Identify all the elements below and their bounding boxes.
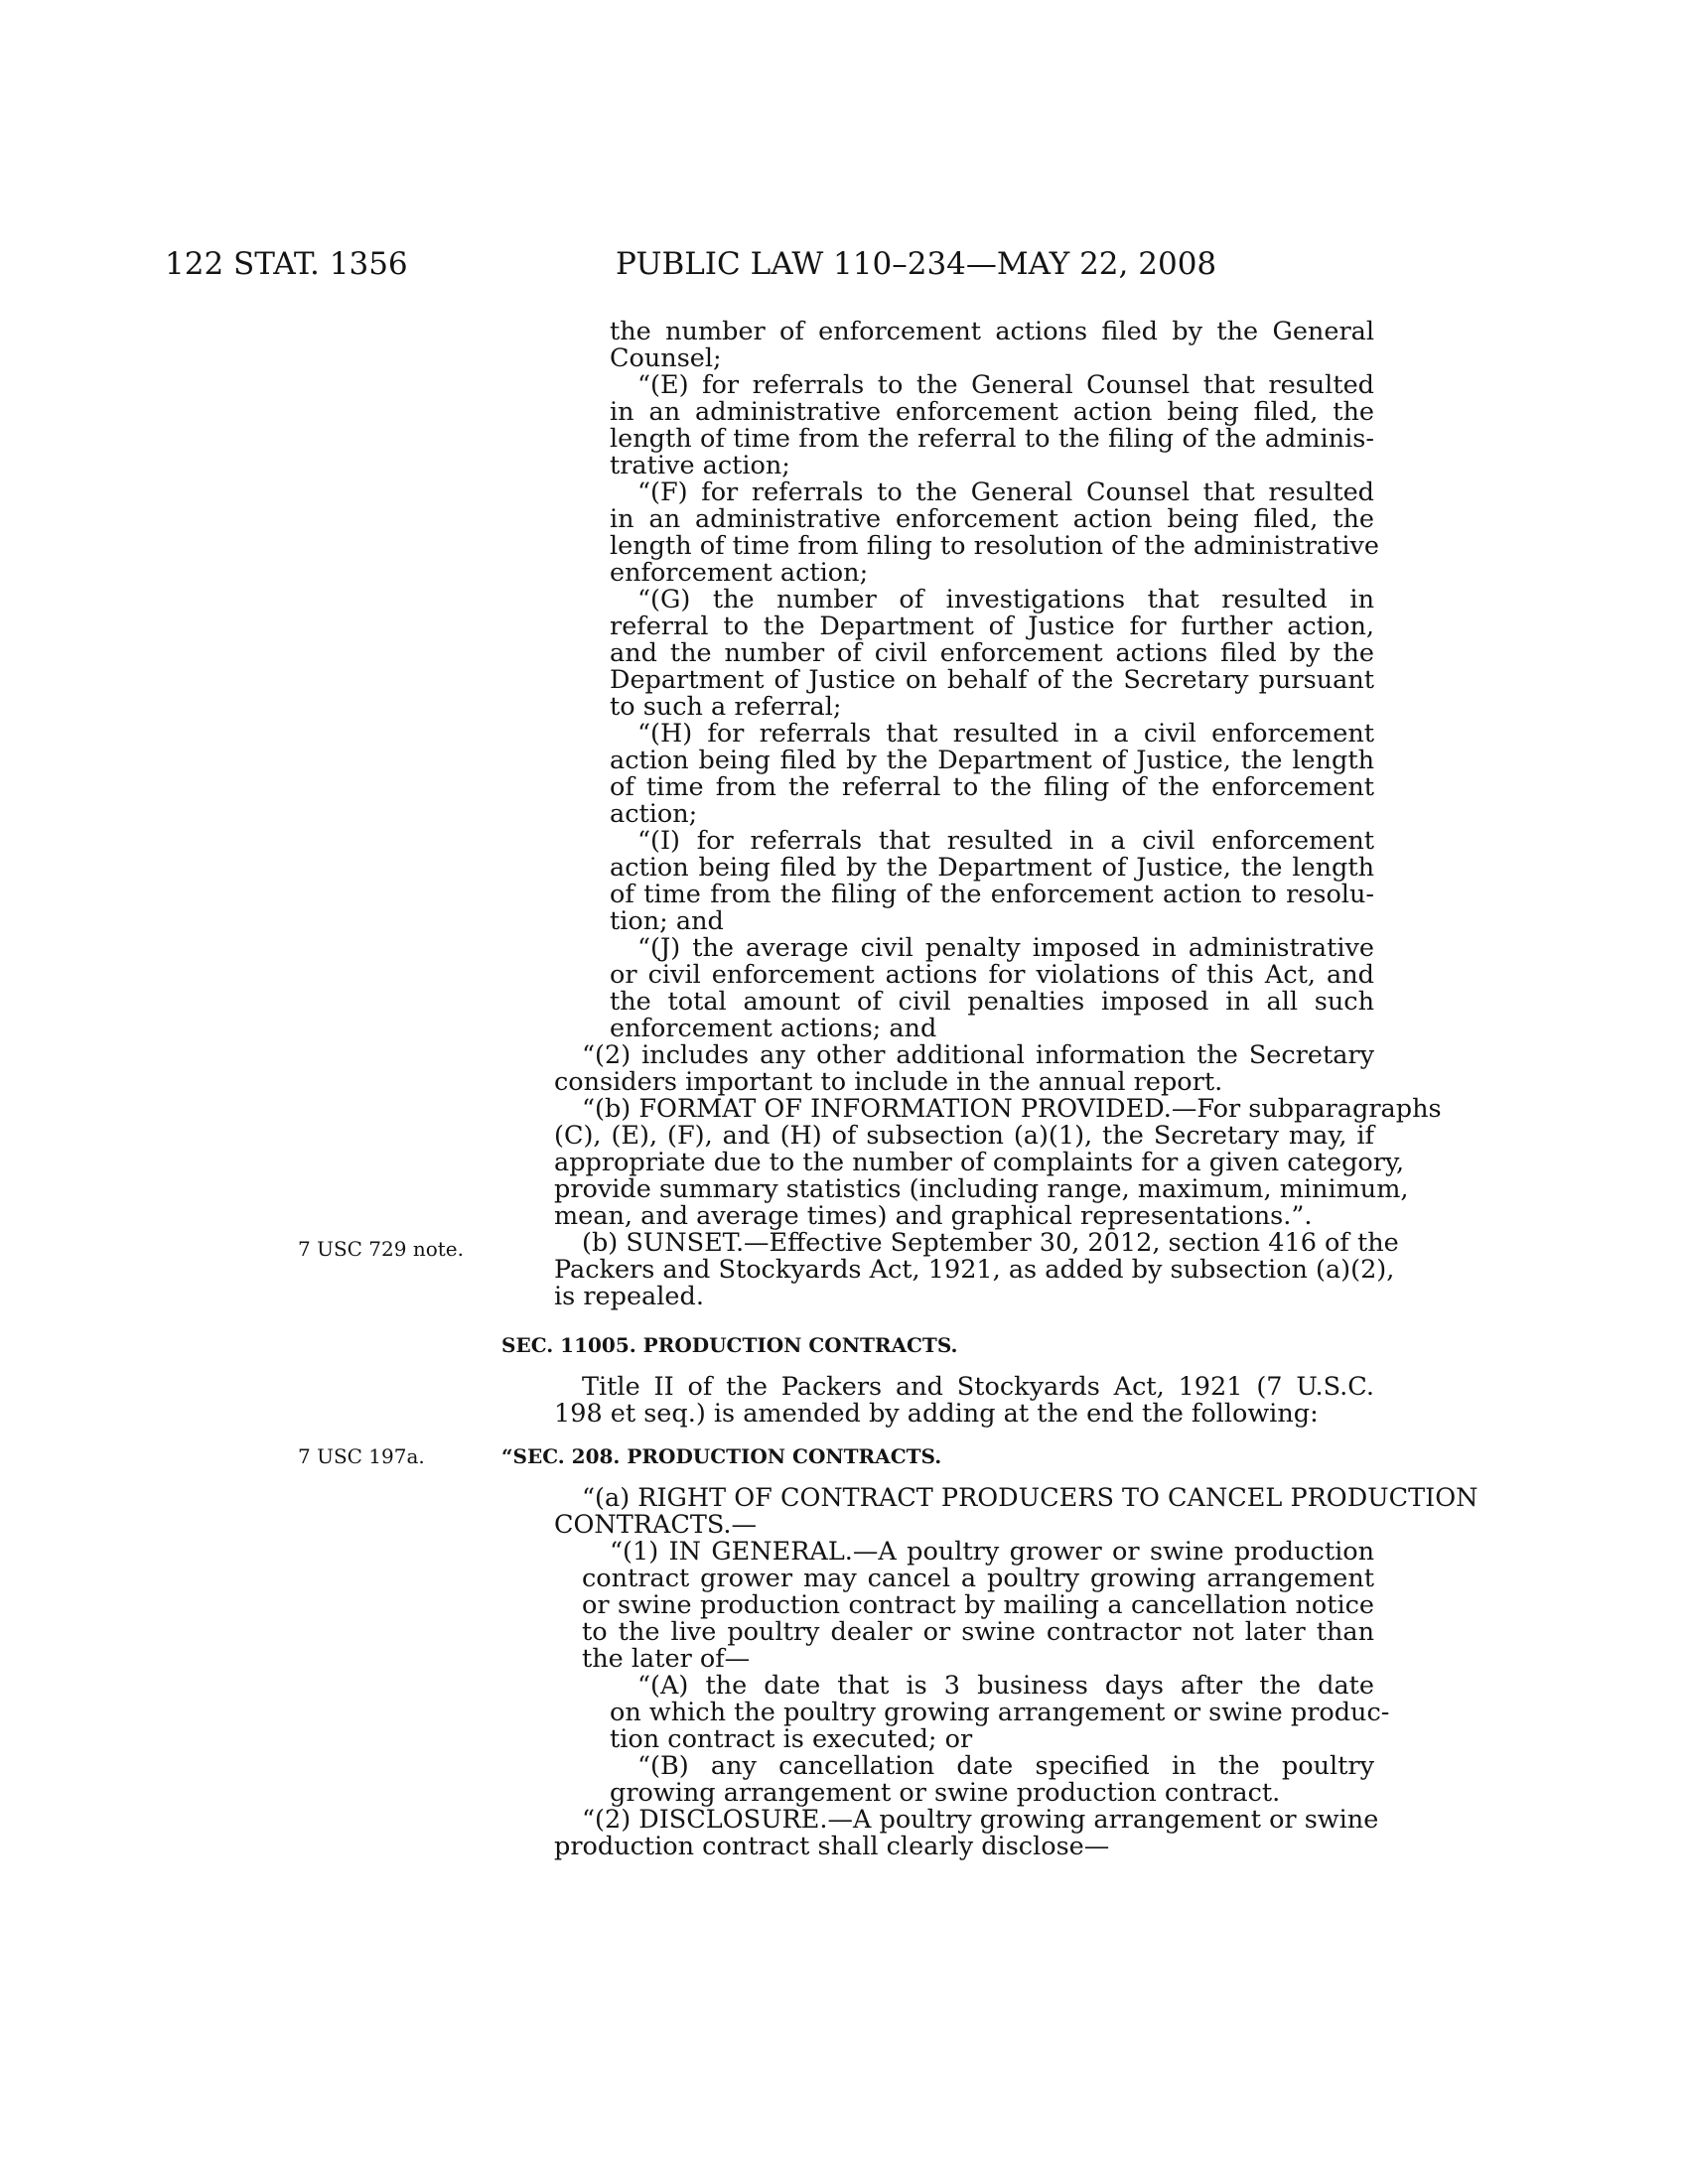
text-line: to such a referral; — [610, 692, 842, 722]
text-line: the later of— — [582, 1644, 751, 1674]
text-line: and the number of civil enforcement actions filed by the — [610, 638, 1374, 668]
text-line: (C), (E), (F), and (H) of subsection (a)(1), the Secretary may, if — [554, 1121, 1374, 1151]
text-line: Packers and Stockyards Act, 1921, as added by subsection (a)(2), — [554, 1255, 1395, 1285]
text-line: the number of enforcement actions filed by the General — [610, 317, 1374, 346]
text-line: enforcement actions; and — [610, 1014, 937, 1043]
text-line: Counsel; — [610, 343, 722, 373]
text-line: “(A) the date that is 3 business days after the date — [637, 1671, 1374, 1701]
margin-note: 7 USC 197a. — [298, 1444, 425, 1468]
text-line: “(F) for referrals to the General Counsel that resulted — [637, 478, 1374, 507]
text-line: provide summary statistics (including range, maximum, minimum, — [554, 1174, 1409, 1204]
text-line: “(B) any cancellation date specified in the poultry — [637, 1751, 1374, 1781]
text-line: length of time from the referral to the filing of the adminis- — [610, 424, 1374, 454]
text-line: to the live poultry dealer or swine contractor not later than — [582, 1617, 1374, 1647]
text-line: “(2) DISCLOSURE.—A poultry growing arrangement or swine — [582, 1805, 1379, 1835]
text-line: or swine production contract by mailing a cancellation notice — [582, 1590, 1374, 1620]
text-line: of time from the referral to the filing of the enforcement — [610, 772, 1374, 802]
section-heading: SEC. 11005. PRODUCTION CONTRACTS. — [501, 1333, 958, 1357]
text-line: 198 et seq.) is amended by adding at the end the following: — [554, 1399, 1319, 1429]
text-line: “(2) includes any other additional information the Secretary — [582, 1040, 1374, 1070]
running-header-title: PUBLIC LAW 110–234—MAY 22, 2008 — [616, 246, 1217, 282]
text-line: in an administrative enforcement action being filed, the — [610, 397, 1374, 427]
text-line: action; — [610, 799, 698, 829]
text-line: “(I) for referrals that resulted in a civil enforcement — [637, 826, 1374, 856]
text-line: the total amount of civil penalties imposed in all such — [610, 987, 1374, 1017]
text-line: Department of Justice on behalf of the Secretary pursuant — [610, 665, 1374, 695]
text-line: “(1) IN GENERAL.—A poultry grower or swine production — [610, 1537, 1374, 1567]
text-line: length of time from filing to resolution of the administrative — [610, 531, 1379, 561]
text-line: “(b) FORMAT OF INFORMATION PROVIDED.—For subparagraphs — [582, 1094, 1442, 1124]
text-line: on which the poultry growing arrangement or swine produc- — [610, 1698, 1390, 1727]
text-line: action being filed by the Department of Justice, the length — [610, 853, 1374, 883]
text-line: Title II of the Packers and Stockyards Act, 1921 (7 U.S.C. — [582, 1372, 1374, 1402]
section-heading: “SEC. 208. PRODUCTION CONTRACTS. — [501, 1444, 942, 1468]
text-line: in an administrative enforcement action being filed, the — [610, 504, 1374, 534]
text-line: CONTRACTS.— — [554, 1510, 758, 1540]
text-line: mean, and average times) and graphical representations.”. — [554, 1201, 1313, 1231]
text-line: or civil enforcement actions for violations of this Act, and — [610, 960, 1374, 990]
text-line: trative action; — [610, 451, 790, 480]
text-line: “(E) for referrals to the General Counsel that resulted — [637, 370, 1374, 400]
text-line: production contract shall clearly disclose— — [554, 1832, 1110, 1861]
text-line: tion contract is executed; or — [610, 1724, 973, 1754]
text-line: considers important to include in the annual report. — [554, 1067, 1223, 1097]
text-line: is repealed. — [554, 1282, 704, 1311]
text-line: “(J) the average civil penalty imposed in administrative — [637, 933, 1374, 963]
stat-page-reference: 122 STAT. 1356 — [165, 246, 408, 282]
text-line: contract grower may cancel a poultry growing arrangement — [582, 1564, 1374, 1593]
text-line: appropriate due to the number of complaints for a given category, — [554, 1148, 1405, 1177]
text-line: tion; and — [610, 906, 724, 936]
text-line: enforcement action; — [610, 558, 869, 588]
text-line: “(G) the number of investigations that resulted in — [637, 585, 1374, 614]
text-line: “(H) for referrals that resulted in a civil enforcement — [637, 719, 1374, 749]
text-line: growing arrangement or swine production contract. — [610, 1778, 1281, 1808]
text-line: “(a) RIGHT OF CONTRACT PRODUCERS TO CANCEL PRODUCTION — [582, 1483, 1478, 1513]
text-line: action being filed by the Department of Justice, the length — [610, 746, 1374, 775]
text-line: (b) SUNSET.—Effective September 30, 2012, section 416 of the — [582, 1228, 1399, 1258]
margin-note: 7 USC 729 note. — [298, 1237, 464, 1261]
text-line: referral to the Department of Justice for further action, — [610, 612, 1374, 641]
text-line: of time from the filing of the enforcement action to resolu- — [610, 880, 1374, 909]
